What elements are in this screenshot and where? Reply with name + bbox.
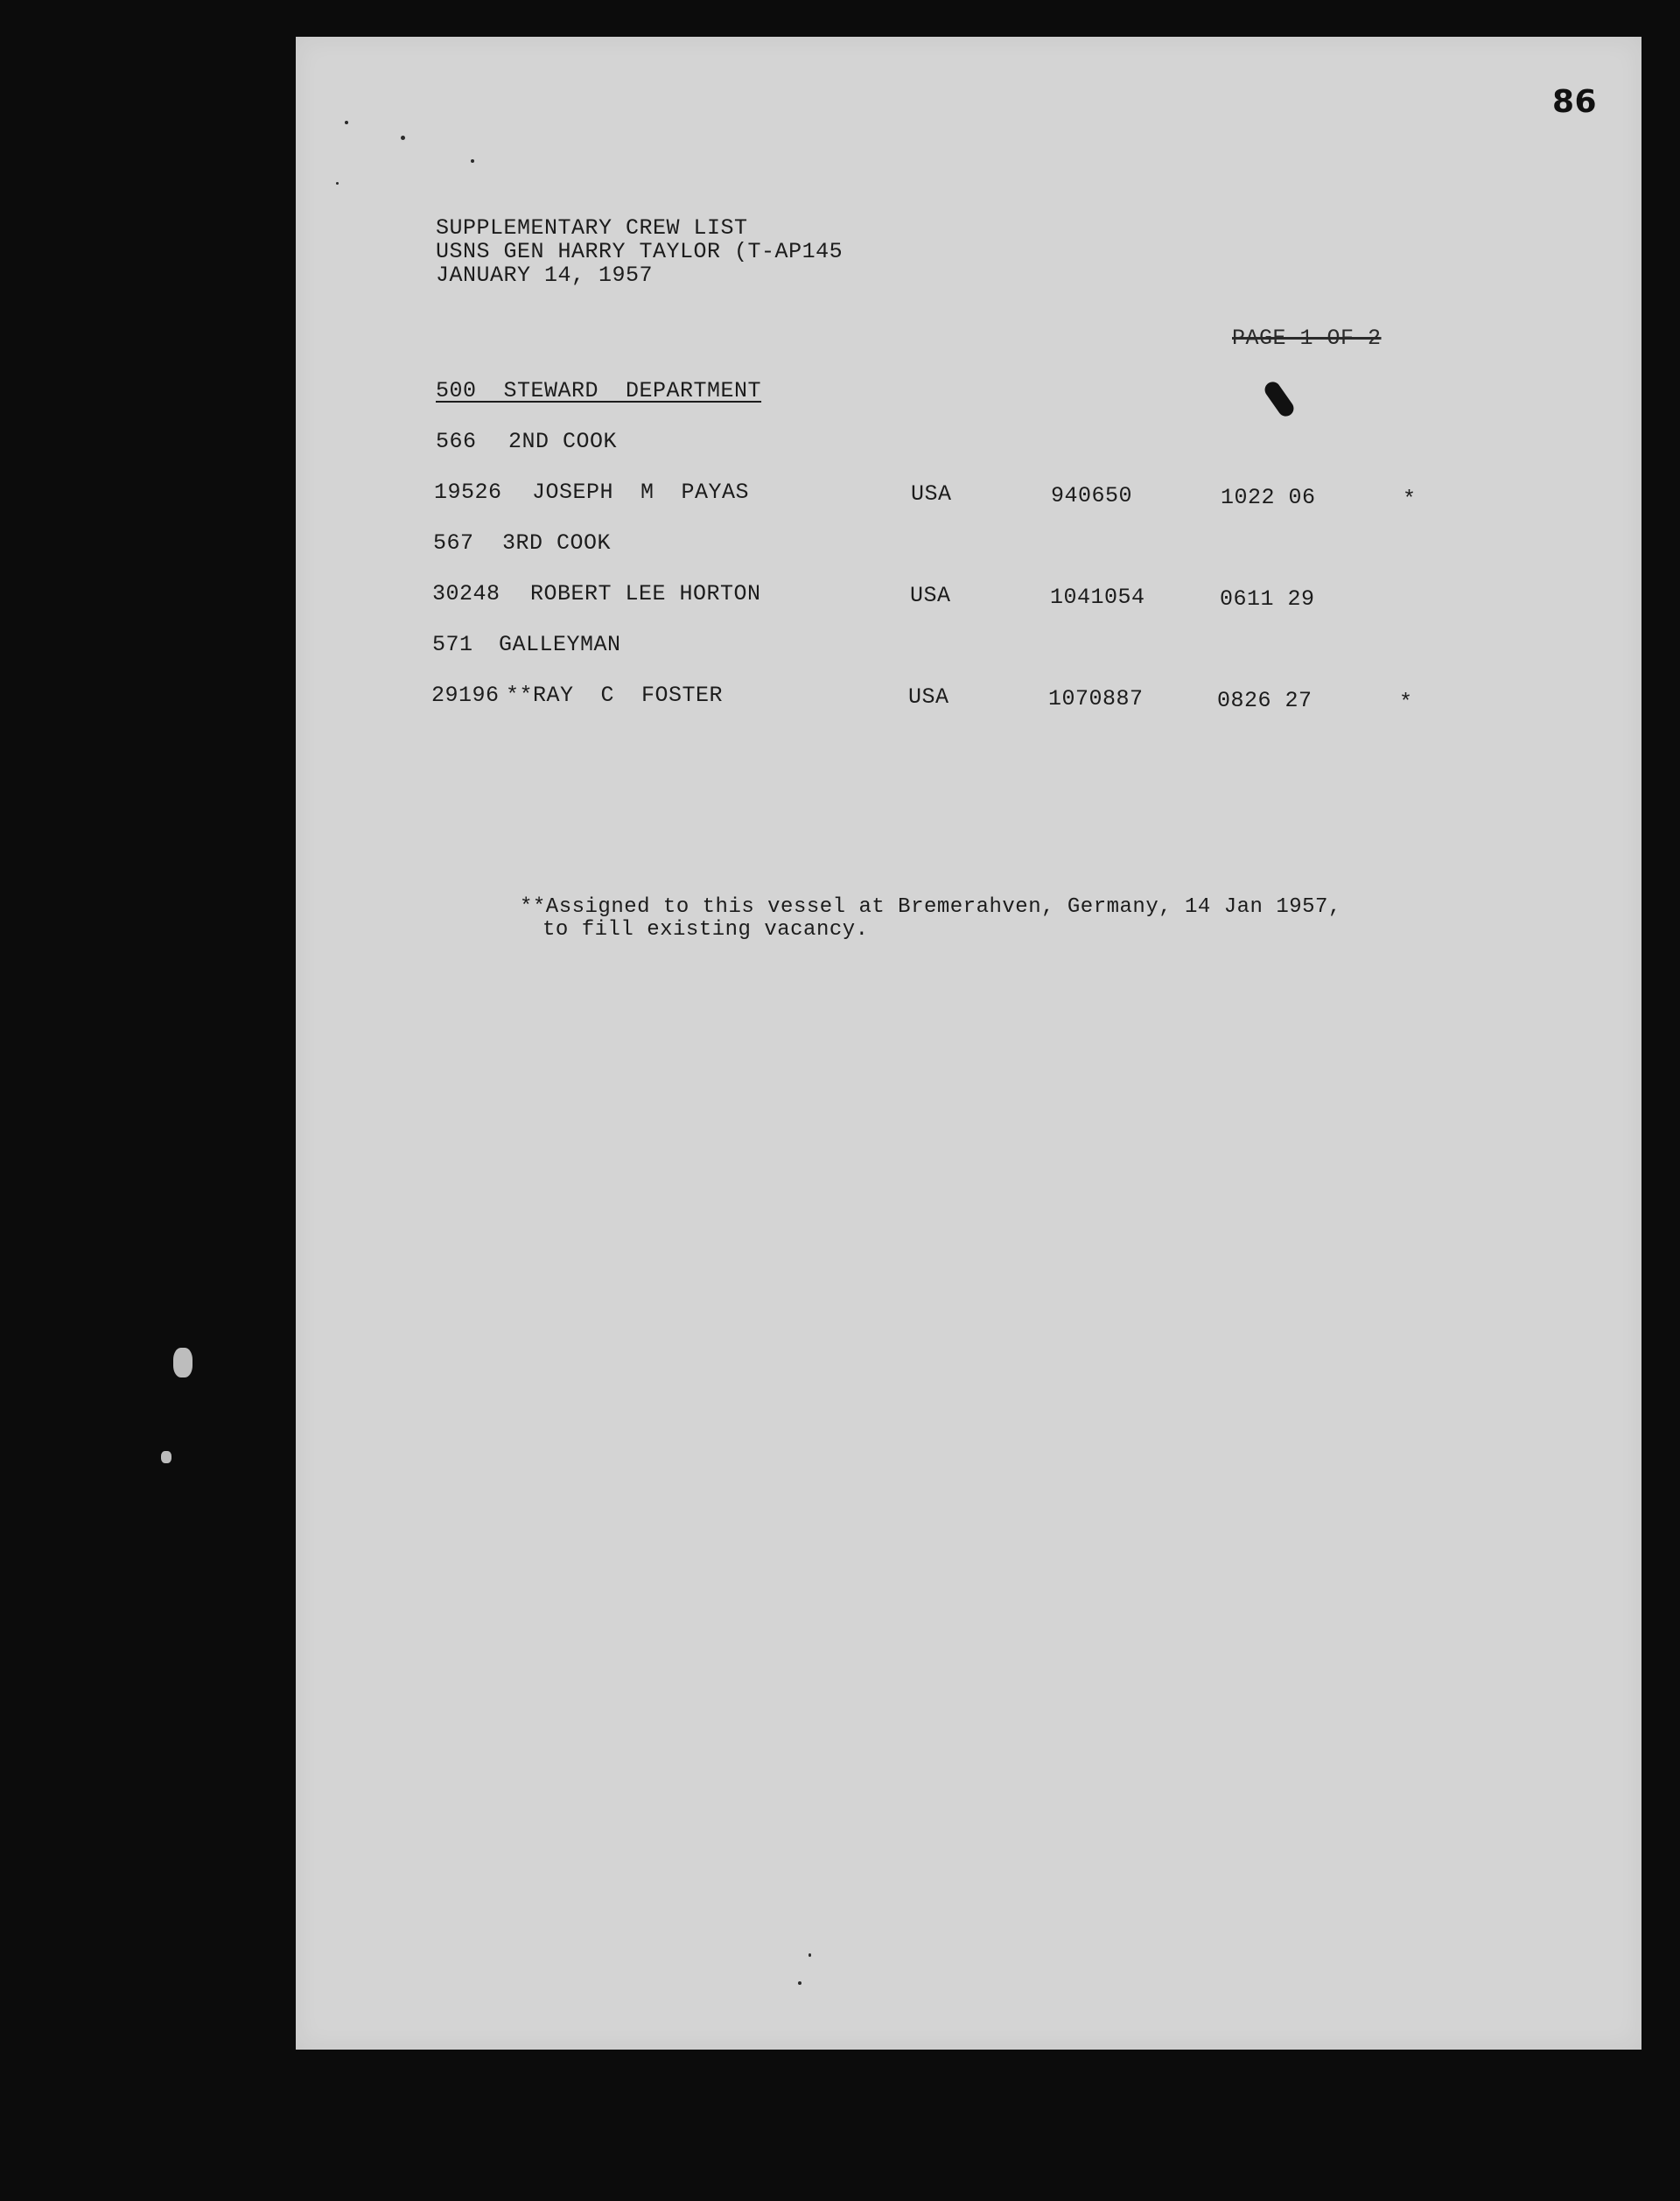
crew-number: 940650: [1051, 483, 1133, 508]
crew-country: USA: [910, 583, 951, 608]
department-heading: 500 STEWARD DEPARTMENT: [436, 378, 762, 403]
crew-mark: *: [1399, 690, 1413, 715]
rating-title: 2ND COOK: [508, 429, 618, 454]
footnote-line-1: **Assigned to this vessel at Bremerahven, Germany, 14 Jan 1957,: [520, 895, 1341, 919]
ink-mark: [1262, 379, 1297, 419]
crew-id: 29196: [431, 683, 500, 708]
header-date: JANUARY 14, 1957: [436, 263, 654, 288]
paper-speck: [471, 159, 474, 163]
header-vessel: USNS GEN HARRY TAYLOR (T-AP145: [436, 239, 844, 264]
crew-name: JOSEPH M PAYAS: [532, 480, 750, 505]
page-of-struck: PAGE 1 OF 2: [1232, 326, 1382, 351]
crew-name: **RAY C FOSTER: [506, 683, 724, 708]
margin-speck: [161, 1451, 172, 1463]
rating-title: 3RD COOK: [502, 530, 612, 556]
crew-country: USA: [908, 684, 949, 710]
crew-number: 1070887: [1048, 686, 1144, 711]
paper-speck: [401, 136, 405, 140]
document-page: [296, 37, 1642, 2050]
rating-title: GALLEYMAN: [499, 632, 621, 657]
crew-date: 0611 29: [1220, 586, 1315, 612]
rating-code: 571: [432, 632, 473, 657]
footnote-line-2: to fill existing vacancy.: [542, 918, 869, 942]
rating-code: 567: [433, 530, 474, 556]
crew-country: USA: [911, 481, 952, 507]
crew-date: 0826 27: [1217, 688, 1312, 713]
crew-id: 19526: [434, 480, 502, 505]
paper-speck: [345, 121, 348, 124]
paper-speck: [336, 182, 339, 185]
crew-number: 1041054: [1050, 585, 1145, 610]
crew-id: 30248: [432, 581, 500, 606]
header-title: SUPPLEMENTARY CREW LIST: [436, 215, 748, 241]
margin-speck: [173, 1348, 192, 1377]
page-number: 86: [1552, 84, 1598, 120]
crew-date: 1022 06: [1221, 485, 1316, 510]
crew-name: ROBERT LEE HORTON: [530, 581, 761, 606]
rating-code: 566: [436, 429, 477, 454]
paper-speck: [808, 1953, 811, 1957]
paper-speck: [798, 1981, 802, 1985]
crew-mark: *: [1403, 487, 1417, 512]
